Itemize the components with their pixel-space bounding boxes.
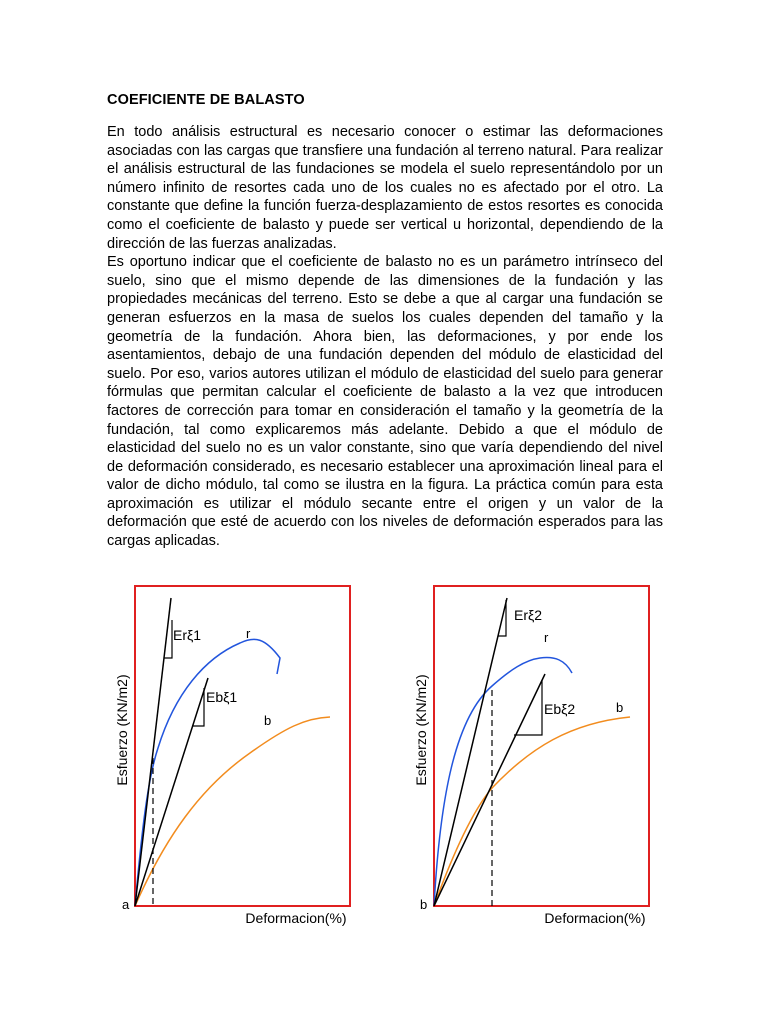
panel-2-curve-b-label: b — [616, 700, 624, 715]
panel-2-secant-b-label: Ebξ2 — [544, 701, 576, 717]
panel-2 — [413, 586, 649, 926]
panel-2-curve-b — [434, 717, 630, 906]
panel-1-secant-b-label: Ebξ1 — [206, 689, 238, 705]
panel-2-secant-r-label: Erξ2 — [514, 607, 543, 623]
panel-1-curve-b — [135, 717, 330, 906]
panel-2-curve-r — [434, 658, 572, 906]
panel-1-secant-r-label: Erξ1 — [173, 627, 202, 643]
figure-svg — [100, 578, 660, 938]
paragraph-2: Es oportuno indicar que el coeficiente de balasto no es un parámetro intrínseco del suelo, sino que el mismo depende de las dimensiones de la fundación y las propiedades mecánicas del terreno. Esto se debe a que al cargar una fundación se generan esfuerzos en la masa de suelos los cuales dependen del tamaño y la geometría de la fundación. Ahora bien, las deformaciones, y por ende los asentamientos, debajo de una fundación dependen del módulo de elasticidad del suelo. Por eso, varios autores utilizan el módulo de elasticidad del suelo para generar fórmulas que permitan calcular el coeficiente de balasto a la vez que introducen factores de corrección para tomar en consideración el tamaño y la geometría de la fundación, tal como explicaremos más adelante. Debido a que el módulo de elasticidad del suelo no es un valor constante, sino que varía dependiendo del nivel de deformación considerado, es necesario establecer una aproximación lineal para el valor de dicho módulo, tal como se ilustra en la figura. La práctica común para esta aproximación es utilizar el módulo secante entre el origen y un valor de la deformación que esté de acuerdo con los niveles de deformación esperados para las cargas aplicadas. — [107, 254, 663, 550]
paragraph-1: En todo análisis estructural es necesario conocer o estimar las deformaciones asociadas con las cargas que transfiere una fundación al terreno natural. Para realizar el análisis estructural de las fundaciones se modela el suelo representándolo por un número infinito de resortes cada uno de los cuales no es afectado por el otro. La constante que define la función fuerza-desplazamiento de estos resortes es conocida como el coeficiente de balasto y puede ser vertical u horizontal, dependiendo de la dirección de las fuerzas analizadas. — [107, 124, 663, 252]
panel-2-ylabel: Esfuerzo (KN/m2) — [413, 674, 429, 786]
stress-strain-figure — [100, 578, 660, 938]
panel-1-curve-b-label: b — [264, 713, 272, 728]
panel-2-secant-b — [434, 674, 545, 906]
panel-1-ylabel: Esfuerzo (KN/m2) — [114, 674, 130, 786]
panel-1-origin-label: a — [122, 897, 130, 912]
section-heading: COEFICIENTE DE BALASTO — [107, 92, 305, 108]
panel-2-origin-label: b — [420, 897, 428, 912]
panel-2-xlabel: Deformacion(%) — [544, 910, 646, 926]
body-text — [107, 123, 663, 551]
panel-1-curve-r-label: r — [246, 626, 251, 641]
panel-2-secant-r — [434, 598, 507, 906]
panel-1-xlabel: Deformacion(%) — [245, 910, 347, 926]
panel-1 — [114, 586, 350, 926]
panel-2-curve-r-label: r — [544, 630, 549, 645]
